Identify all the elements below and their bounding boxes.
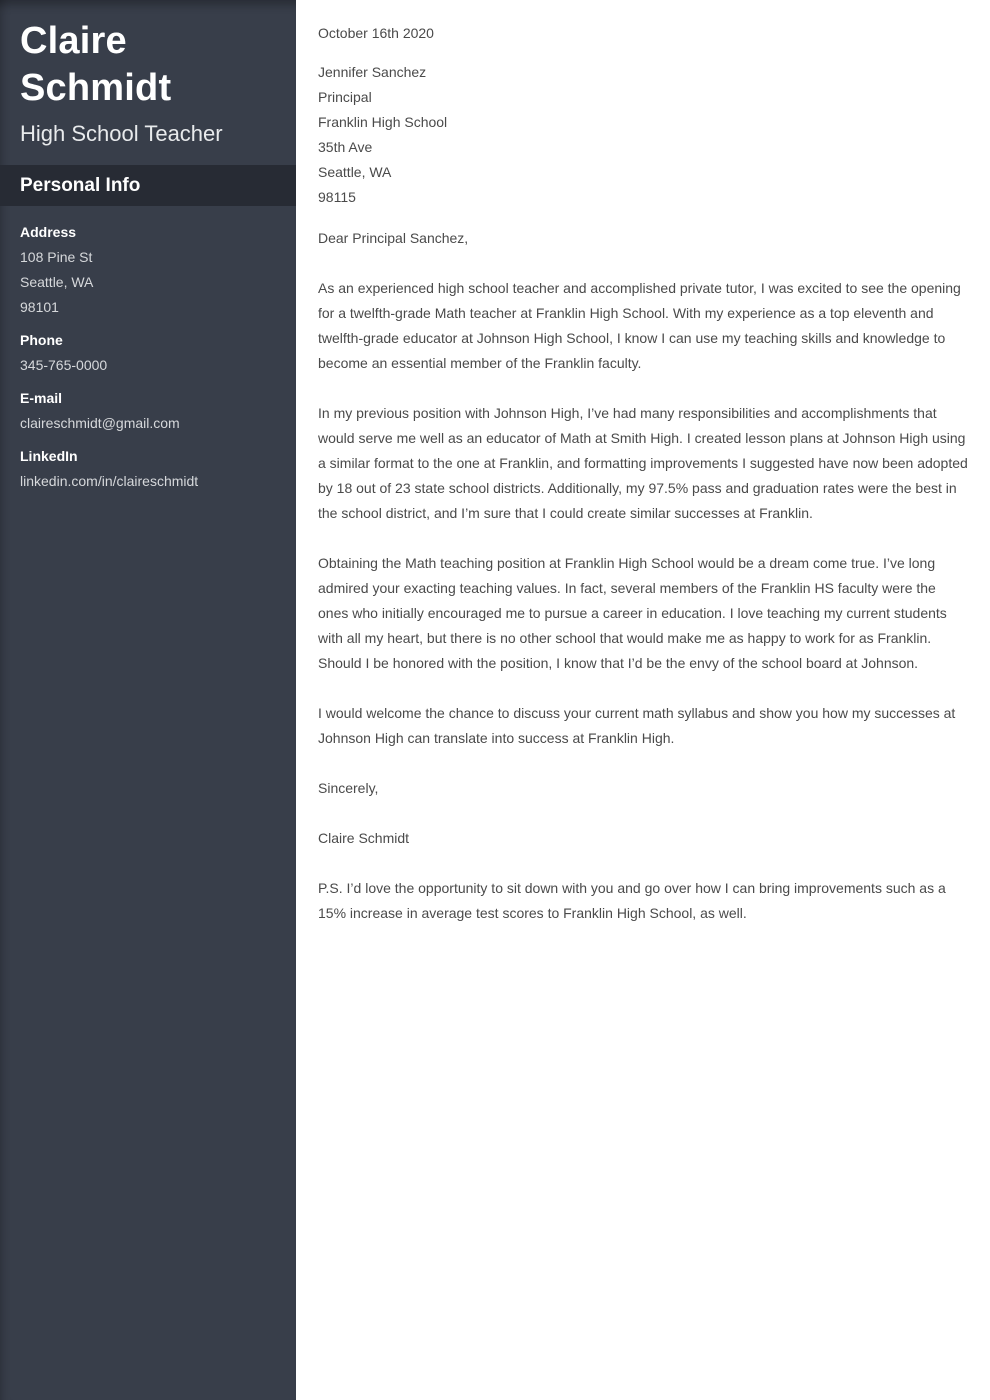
email-label: E-mail [20, 390, 63, 406]
address-line: 98101 [20, 299, 59, 315]
candidate-job-title: High School Teacher [20, 121, 223, 146]
letter-date: October 16th 2020 [318, 25, 434, 41]
info-group-phone [20, 328, 276, 378]
letter-paragraph-2: In my previous position with Johnson High, I’ve had many responsibilities and accomplishments that would serve me well as an educator of Math at Smith High. I created lesson plans at Johnson High using a similar format to the one at Franklin, and formatting improvements I suggested have now been adopted by 18 out of 23 state school districts. Additionally, my 97.5% pass and graduation rates were the best in the school district, and I’m sure that I could create similar successes at Franklin. [318, 405, 968, 521]
address-line: 108 Pine St [20, 249, 93, 265]
letter-body [296, 0, 990, 1400]
salutation: Dear Principal Sanchez, [318, 230, 469, 246]
personal-info-title: Personal Info [20, 174, 141, 196]
recipient-organization: Franklin High School [318, 114, 448, 130]
phone-label: Phone [20, 332, 63, 348]
recipient-street: 35th Ave [318, 139, 373, 155]
closing: Sincerely, [318, 780, 379, 796]
info-group-address [20, 220, 276, 320]
signature: Claire Schmidt [318, 830, 410, 846]
linkedin-value: linkedin.com/in/claireschmidt [20, 473, 199, 489]
address-line: Seattle, WA [20, 274, 94, 290]
sidebar-header [0, 0, 296, 165]
letter-paragraph-1: As an experienced high school teacher and accomplished private tutor, I was excited to see the opening for a twelfth-grade Math teacher at Franklin High School. With my experience as a top eleventh and twelfth-grade educator at Johnson High School, I know I can use my teaching skills and knowledge to become an essential member of the Franklin faculty. [318, 280, 961, 371]
recipient-city: Seattle, WA [318, 164, 392, 180]
letter-paragraph-3: Obtaining the Math teaching position at Franklin High School would be a dream come true. I’ve long admired your exacting teaching values. In fact, several members of the Franklin HS faculty were the ones who initially encouraged me to pursue a career in education. I love teaching my current students with all my heart, but there is no other school that would make me as happy to work for as Franklin. Should I be honored with the position, I know that I’d be the envy of the school board at Johnson. [318, 555, 947, 671]
email-value: claireschmidt@gmail.com [20, 415, 180, 431]
phone-value: 345-765-0000 [20, 357, 108, 373]
recipient-name: Jennifer Sanchez [318, 64, 427, 80]
recipient-block [318, 60, 968, 210]
candidate-name: Claire Schmidt [20, 20, 172, 109]
sidebar [0, 0, 296, 1400]
recipient-title: Principal [318, 89, 372, 105]
postscript: P.S. I’d love the opportunity to sit down with you and go over how I can bring improvements such as a 15% increase in average test scores to Franklin High School, as well. [318, 880, 946, 921]
personal-info-section-header [0, 165, 296, 206]
info-group-email [20, 386, 276, 436]
linkedin-label: LinkedIn [20, 448, 78, 464]
recipient-zip: 98115 [318, 189, 356, 205]
personal-info-list [0, 206, 296, 522]
address-label: Address [20, 224, 77, 240]
letter-paragraph-4: I would welcome the chance to discuss your current math syllabus and show you how my successes at Johnson High can translate into success at Franklin High. [318, 705, 956, 746]
info-group-linkedin [20, 444, 276, 494]
